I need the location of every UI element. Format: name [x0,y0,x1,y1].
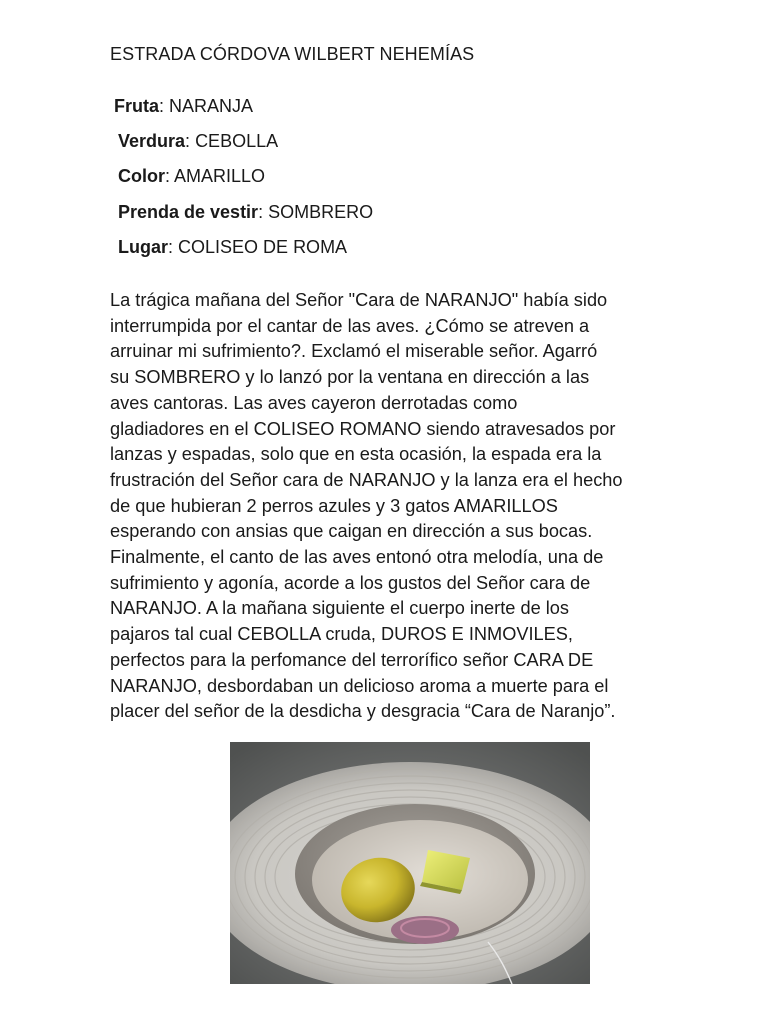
story-line: Finalmente, el canto de las aves entonó otra melodía, una de [110,547,604,568]
story-line: frustración del Señor cara de NARANJO y la lanza era el hecho [110,469,623,490]
field-prenda: Prenda de vestir: SOMBRERO [118,202,374,222]
story-line: gladiadores en el COLISEO ROMANO siendo atravesados por [110,418,616,439]
author-name: ESTRADA CÓRDOVA WILBERT NEHEMÍAS [110,44,475,64]
story-line: esperando con ansias que caigan en dirección a sus bocas. [110,521,593,542]
story-line: pajaros tal cual CEBOLLA cruda, DUROS E INMOVILES, [110,624,573,645]
hat-photo [230,742,590,984]
story-line: lanzas y espadas, solo que en esta ocasión, la espada era la [110,444,602,465]
story-line: perfectos para la perfomance del terrorífico señor CARA DE [110,649,594,670]
field-value: NARANJA [169,96,254,116]
story-line: aves cantoras. Las aves cayeron derrotadas como [110,392,518,413]
field-lugar: Lugar: COLISEO DE ROMA [118,237,348,257]
field-value: AMARILLO [174,166,266,186]
field-fruta: Fruta: NARANJA [114,96,254,116]
story-line: sufrimiento y agonía, acorde a los gustos del Señor cara de [110,572,591,593]
field-label: Fruta [114,96,159,116]
field-value: COLISEO DE ROMA [178,237,348,257]
field-label: Verdura [118,131,186,151]
story-line: interrumpida por el cantar de las aves. ¿Cómo se atreven a [110,315,590,336]
field-label: Color [118,166,165,186]
story-line: La trágica mañana del Señor "Cara de NARANJO" había sido [110,290,608,310]
story-line: su SOMBRERO y lo lanzó por la ventana en dirección a las [110,367,590,388]
story-line: NARANJO, desbordaban un delicioso aroma a muerte para el [110,675,609,696]
story-line: NARANJO. A la mañana siguiente el cuerpo inerte de los [110,598,569,619]
story-line: de que hubieran 2 perros azules y 3 gatos AMARILLOS [110,495,558,516]
hat-photo-illustration [230,742,590,984]
field-value: SOMBRERO [268,202,374,222]
field-label: Lugar [118,237,169,257]
story-paragraph [110,288,670,725]
field-value: CEBOLLA [195,131,279,151]
field-verdura: Verdura: CEBOLLA [118,131,279,151]
story-line: placer del señor de la desdicha y desgracia “Cara de Naranjo”. [110,701,616,722]
field-label: Prenda de vestir [118,202,259,222]
story-line: arruinar mi sufrimiento?. Exclamó el miserable señor. Agarró [110,341,598,362]
field-color: Color: AMARILLO [118,166,266,186]
